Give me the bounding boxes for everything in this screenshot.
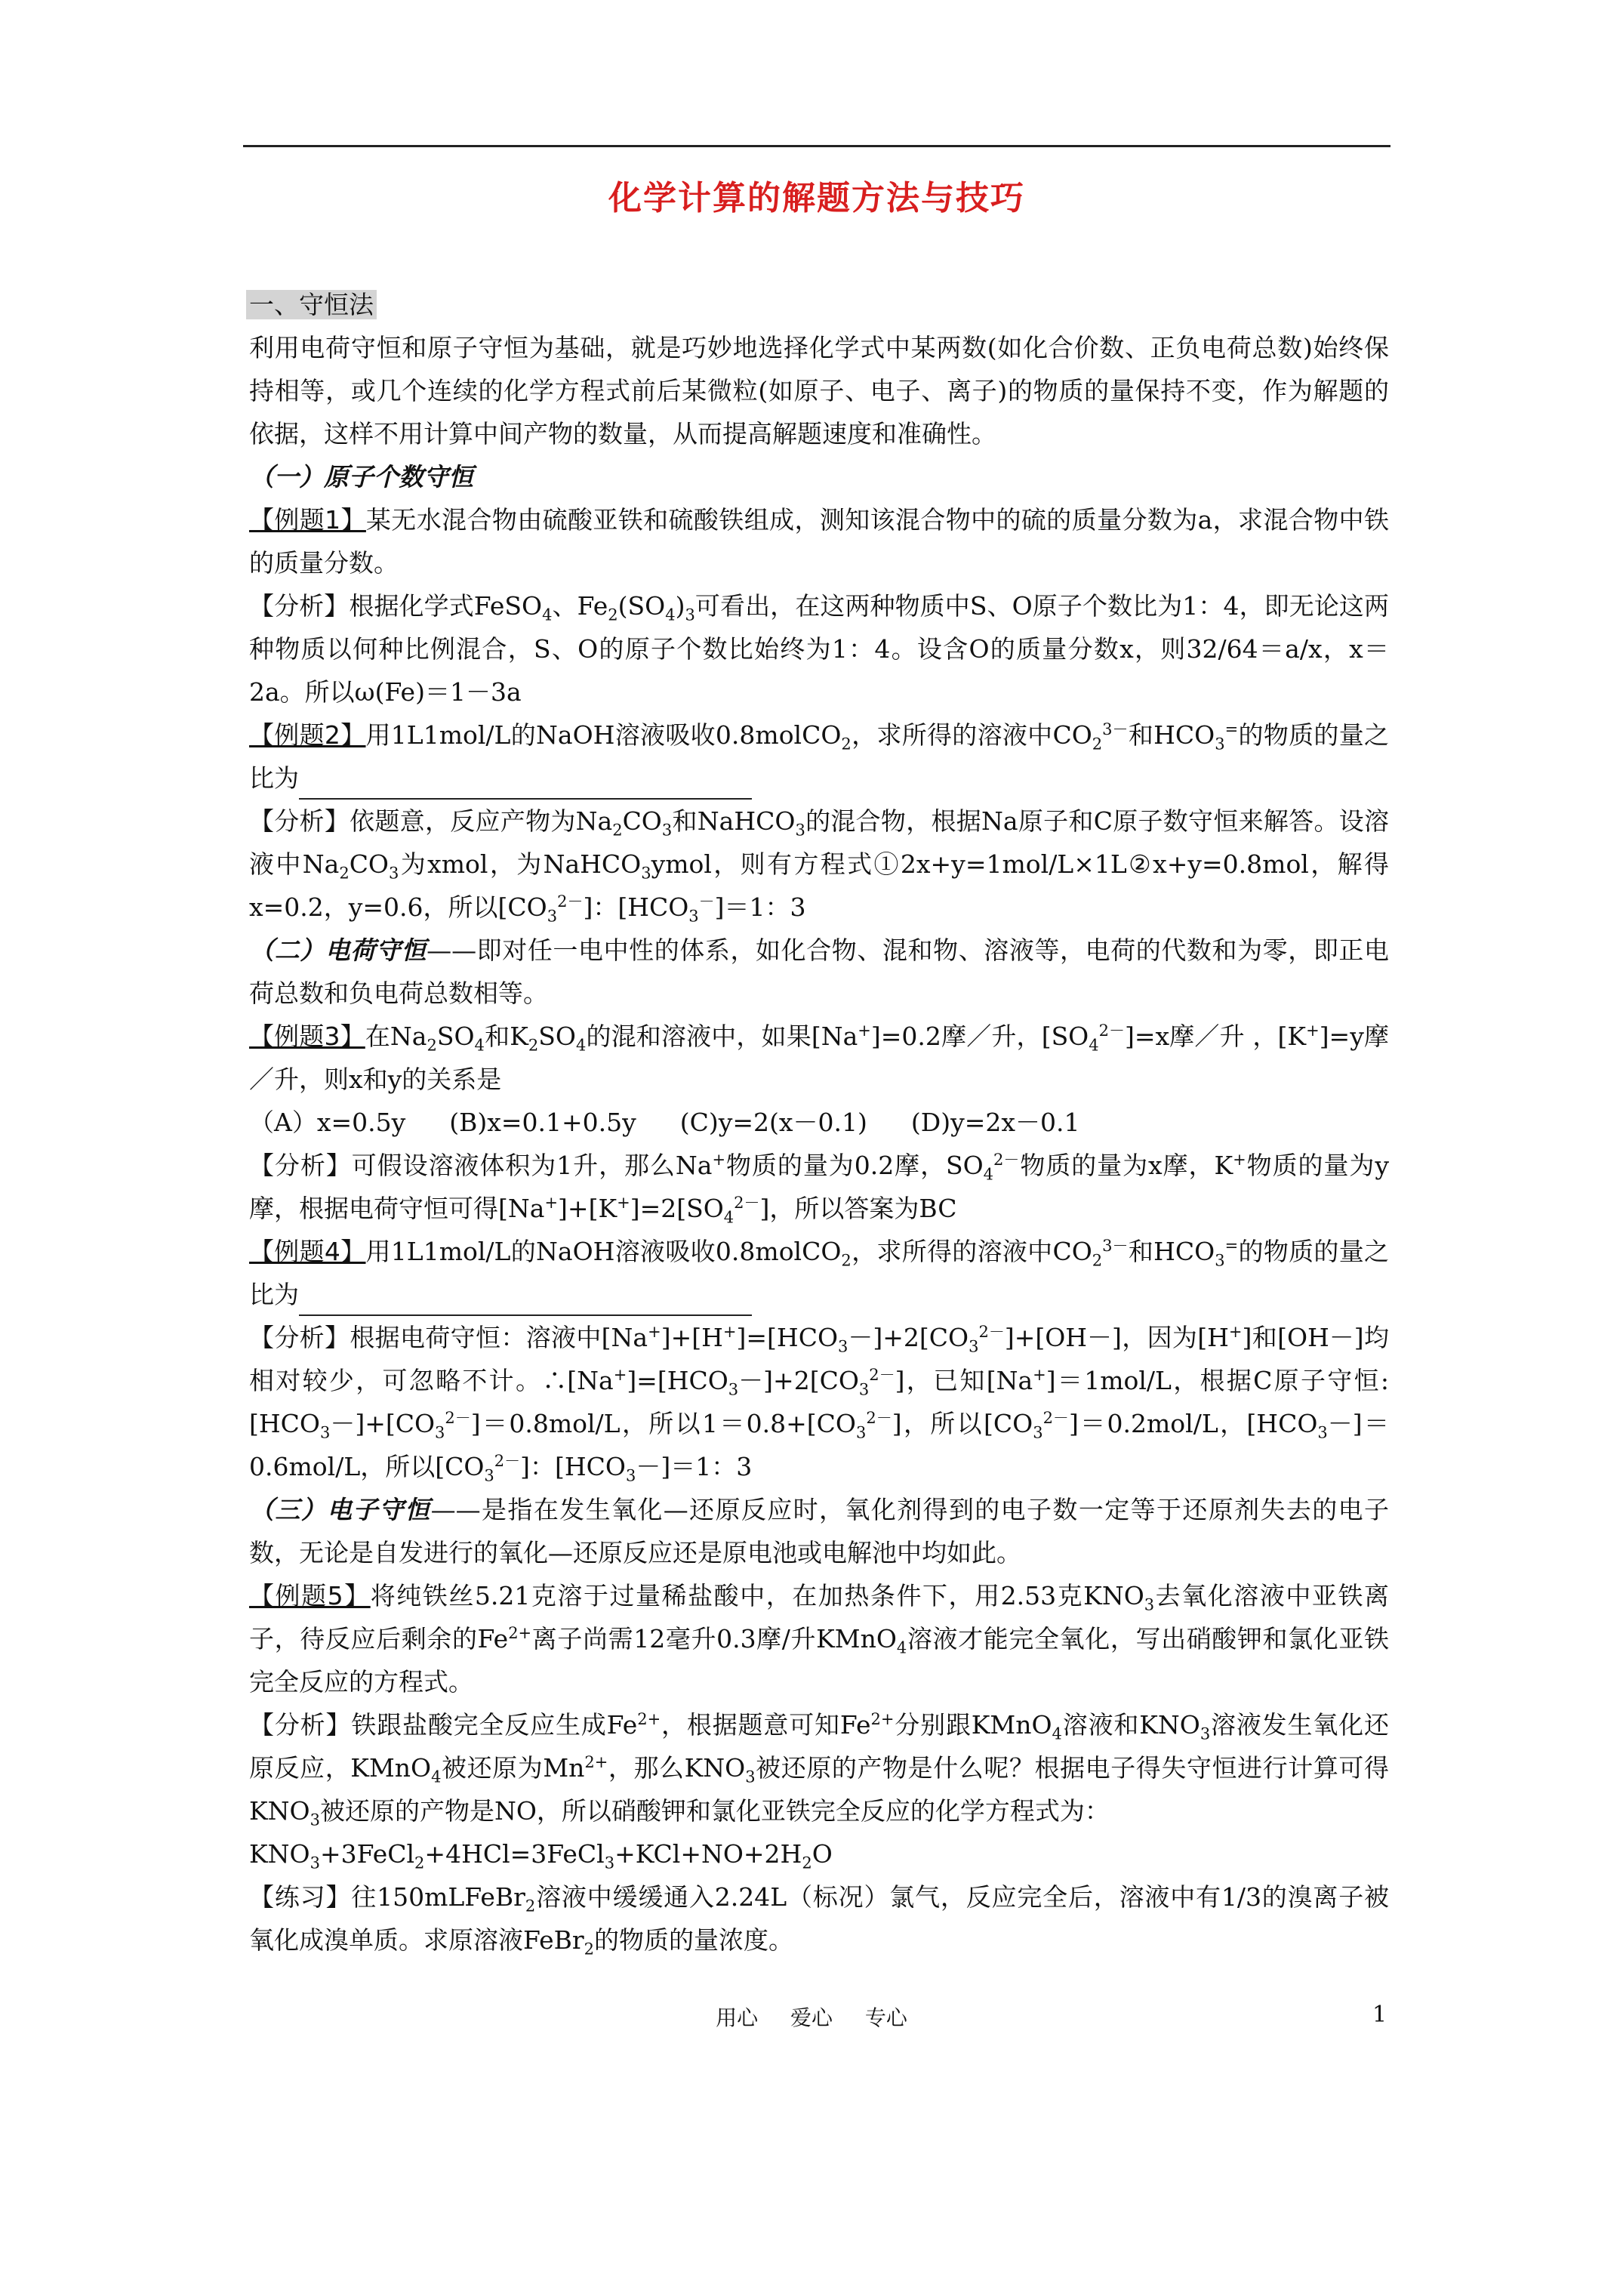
example-5-label: 【例题5】 <box>249 1581 371 1610</box>
analysis-label: 【分析】 <box>249 1710 352 1740</box>
sub-heading-electron-conservation: （三）电子守恒——是指在发生氧化—还原反应时，氧化剂得到的电子数一定等于还原剂失去的电子数，无论是自发进行的氧化—还原反应还是原电池或电解池中均如此。 <box>249 1495 1390 1567</box>
sub-heading-atom-conservation: （一）原子个数守恒 <box>249 462 473 492</box>
analysis-label: 【分析】 <box>249 806 350 836</box>
analysis-label: 【分析】 <box>249 1151 352 1180</box>
option-a: （A）x=0.5y <box>249 1108 406 1137</box>
example-1-label: 【例题1】 <box>249 505 366 535</box>
example-1-text: 某无水混合物由硫酸亚铁和硫酸铁组成，测知该混合物中的硫的质量分数为a，求混合物中铁的质量分数。 <box>249 505 1389 578</box>
example-4: 【例题4】用1L1mol/L的NaOH溶液吸收0.8molCO$_2$，求所得的溶液中$CO_2^{3-}$和$HCO_3^=$的物质的量之比为 <box>249 1230 1389 1316</box>
section-intro: 利用电荷守恒和原子守恒为基础，就是巧妙地选择化学式中某两数(如化合价数、正负电荷总数)始终保持相等，或几个连续的化学方程式前后某微粒(如原子、电子、离子)的物质的量保持不变，作为解题的依据，这样不用计算中间产物的数量，从而提高解题速度和准确性。 <box>249 333 1389 448</box>
practice: 【练习】往150mLFeBr$_2$溶液中缓缓通入2.24L（标况）氯气，反应完全后，溶液中有1/3的溴离子被氧化成溴单质。求原溶液FeBr$_2$的物质的量浓度。 <box>249 1882 1390 1959</box>
document-title: 化学计算的解题方法与技巧 <box>608 179 1025 217</box>
header-rule <box>243 145 1390 147</box>
option-d: (D)y=2x－0.1 <box>910 1108 1080 1137</box>
footer-motto: 用心 爱心 专心 <box>716 2005 907 2030</box>
sub-heading-charge-conservation: （二）电荷守恒——即对任一电中性的体系，如化合物、混和物、溶液等，电荷的代数和为零，即正电荷总数和负电荷总数相等。 <box>249 935 1390 1008</box>
example-5-equation: $KNO_3+3FeCl_2+4HCl=3FeCl_3+KCl+NO+2H_2O$ <box>249 1839 833 1872</box>
option-b: (B)x=0.1+0.5y <box>449 1108 636 1137</box>
section-heading-conservation <box>249 283 1389 326</box>
example-2-label: 【例题2】 <box>249 720 366 750</box>
example-4-label: 【例题4】 <box>249 1237 366 1266</box>
answer-blank <box>299 1284 752 1316</box>
example-2: 【例题2】用1L1mol/L的NaOH溶液吸收0.8molCO$_2$，求所得的溶液中$CO_2^{3-}$和$HCO_3^=$的物质的量之比为 <box>249 713 1389 800</box>
example-1-analysis: 【分析】根据化学式FeSO$_4$、$Fe_2(SO_4)_3$可看出，在这两种物质中S、O原子个数比为1：4，即无论这两种物质以何种比例混合，S、O的原子个数比始终为1：4。设含O的质量分数x，则32/64＝a/x，x＝2a。所以ω(Fe)＝1－3a <box>249 591 1390 707</box>
example-5: 【例题5】将纯铁丝5.21克溶于过量稀盐酸中，在加热条件下，用2.53克$KNO_3$去氧化溶液中亚铁离子，待反应后剩余的$Fe^{2+}$离子尚需12毫升0.3摩/升KMnO$_4$溶液才能完全氧化，写出硝酸钾和氯化亚铁完全反应的方程式。 <box>249 1581 1390 1697</box>
example-3: 【例题3】在$Na_2SO_4$和$K_2SO_4$的混和溶液中，如果[Na+]=0.2摩／升，$[SO_4^{2-}]=x$摩／升 ，[K+]=y摩／升，则x和y的关系是 <box>249 1022 1390 1094</box>
example-3-options <box>249 1101 1389 1144</box>
section-heading-text: 一、守恒法 <box>246 290 377 319</box>
option-c: (C)y=2(x－0.1) <box>679 1108 867 1137</box>
example-5-analysis: 【分析】铁跟盐酸完全反应生成$Fe^{2+}$，根据题意可知$Fe^{2+}$分别跟KMnO$_4$溶液和$KNO_3$溶液发生氧化还原反应，KMnO$_4$被还原为$Mn^{2+}$，那么$KNO_3$被还原的产物是什么呢？根据电子得失守恒进行计算可得$KNO_3$被还原的产物是NO，所以硝酸钾和氯化亚铁完全反应的化学方程式为： <box>249 1710 1389 1829</box>
document-body <box>249 283 1389 1962</box>
analysis-label: 【分析】 <box>249 591 350 621</box>
example-3-label: 【例题3】 <box>249 1022 365 1051</box>
example-1 <box>249 498 1389 584</box>
practice-label: 【练习】 <box>249 1882 352 1912</box>
example-3-analysis: 【分析】可假设溶液体积为1升，那么Na+物质的量为0.2摩，$SO_4^{2-}$物质的量为x摩，K+物质的量为y摩，根据电荷守恒可得$[Na^+]+[K^+]=2[SO_4^{2-}]$，所以答案为BC <box>249 1151 1389 1227</box>
example-4-analysis: 【分析】根据电荷守恒：溶液中$[Na^+]+[H^+]=[HCO_3-]+2[CO_3^{2-}]+[OH-]$，因为[H+]和[OH－]均相对较少，可忽略不计。$\therefore[Na^+]=[HCO_3-]+2[CO_3^{2-}]$，已知[Na+]＝1mol/L，根据C原子守恒$:[HCO_3-]+[CO_3^{2-}]=0.8mol/L$，所以$1=0.8+[CO_3^{2-}]$，所以$[CO_3^{2-}]=0.2mol/L$，$[HCO_3-]=0.6mol/L$，所以$[CO_3^{2-}]$：$[HCO_3-]=1$：3 <box>249 1323 1389 1485</box>
page-number: 1 <box>1372 2002 1387 2028</box>
analysis-label: 【分析】 <box>249 1323 350 1352</box>
answer-blank <box>299 768 752 800</box>
example-2-analysis: 【分析】依题意，反应产物为$Na_2CO_3$和NaHCO$_3$的混合物，根据Na原子和C原子数守恒来解答。设溶液中$Na_2CO_3$为xmol，为NaHCO$_3$ymol，则有方程式①2x+y=1mol/L×1L②x+y=0.8mol，解得x=0.2，y=0.6，所以$[CO_3^{2-}]$：$[HCO_3^-]=1$：3 <box>249 806 1389 926</box>
